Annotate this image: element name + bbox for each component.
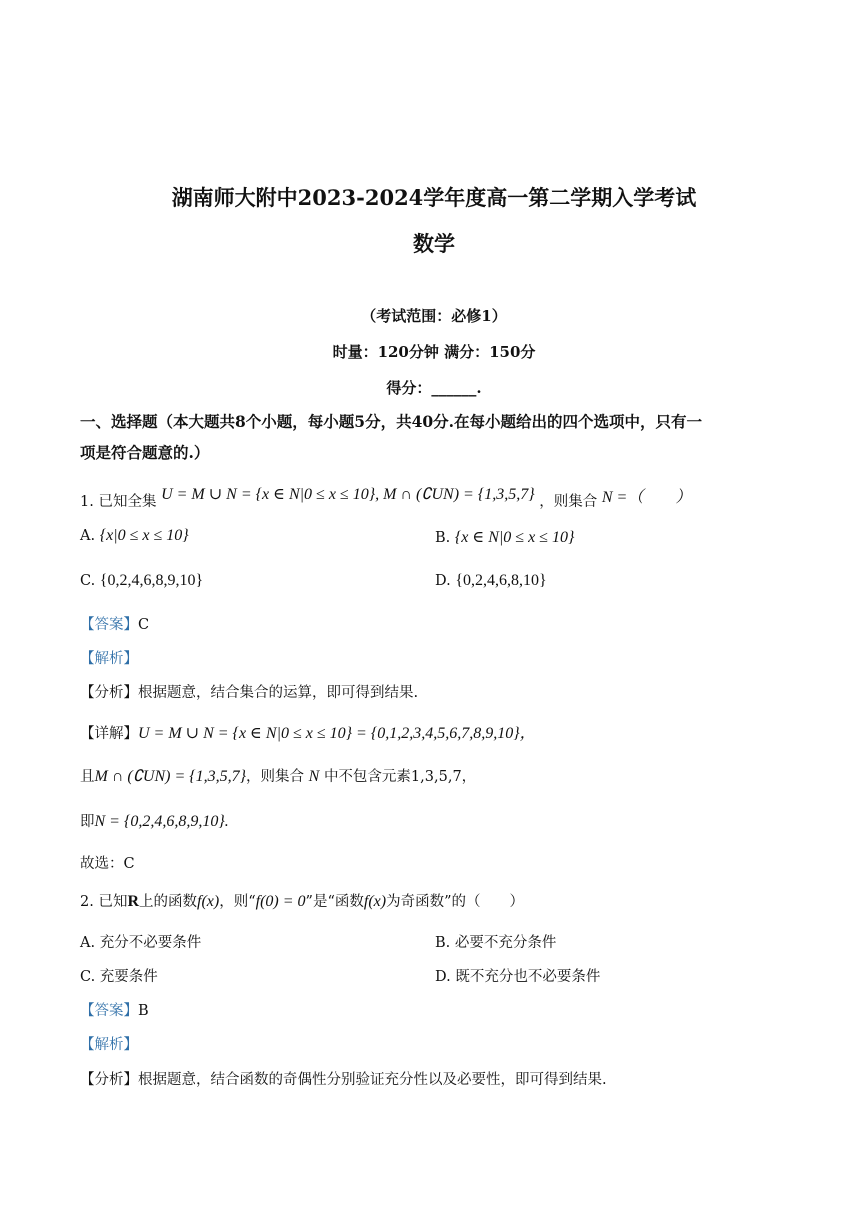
q1-stem xyxy=(80,488,691,511)
q2-fenxi-text: 根据题意，结合函数的奇偶性分别验证充分性以及必要性，即可得到结果. xyxy=(138,1072,607,1088)
q1-prefix: 1. 已知全集 xyxy=(80,494,157,510)
q1-answer-value: C xyxy=(138,617,150,633)
q1-detail2-suffix: 中不包含元素1,3,5,7， xyxy=(323,769,477,785)
q1-detail-tag: 【详解】 xyxy=(80,726,138,742)
q2-mid2: ，则“ xyxy=(219,894,256,910)
score-line: 得分：______. xyxy=(386,379,482,397)
q1-answer xyxy=(80,613,149,634)
q1-option-a xyxy=(80,527,189,545)
q1-detail1-formula: U = M ∪ N = {x ∈ N|0 ≤ x ≤ 10} = {0,1,2,3,4,5,6,7,8,9,10}， xyxy=(138,725,536,742)
time-and-score: 时量：120分钟 满分：150分 xyxy=(332,343,536,361)
exam-scope: （考试范围：必修1） xyxy=(361,307,507,325)
q1-detail2-formula: M ∩ (∁UN) = {1,3,5,7} xyxy=(94,768,247,785)
q1-option-c-label: C. xyxy=(80,573,96,589)
q2-fenxi-tag: 【分析】 xyxy=(80,1072,138,1088)
q1-detail3-formula: N = {0,2,4,6,8,9,10}. xyxy=(94,813,229,830)
q1-detail-line3 xyxy=(80,810,229,831)
q1-fenxi-text: 根据题意，结合集合的运算，即可得到结果. xyxy=(138,685,419,701)
q1-option-a-value: {x|0 ≤ x ≤ 10} xyxy=(99,527,189,544)
q2-answer-value: B xyxy=(138,1003,149,1019)
q2-fx1: f(x) xyxy=(197,893,220,910)
q2-option-b: B. 必要不充分条件 xyxy=(435,935,557,951)
section-heading-line2: 项是符合题意的.） xyxy=(80,443,210,462)
q1-option-a-label: A. xyxy=(80,528,96,544)
q1-option-b xyxy=(435,527,574,547)
q2-prefix: 2. 已知 xyxy=(80,894,128,910)
q2-mid3: ”是“函数 xyxy=(305,894,364,910)
q1-option-c xyxy=(80,572,203,590)
subject-title: 数学 xyxy=(413,231,455,256)
section-heading-line1: 一、选择题（本大题共8个小题，每小题5分，共40分.在每小题给出的四个选项中，只有一 xyxy=(80,412,703,431)
q1-detail3-prefix: 即 xyxy=(80,814,95,830)
q1-detail2-prefix: 且 xyxy=(80,769,95,785)
q2-analysis-tag: 【解析】 xyxy=(80,1037,138,1053)
q1-ask: N =（ ） xyxy=(601,489,692,506)
q1-formula: U = M ∪ N = {x ∈ N|0 ≤ x ≤ 10}, M ∩ (∁UN) = {1,3,5,7} xyxy=(161,486,535,503)
q2-option-a: A. 充分不必要条件 xyxy=(80,935,202,951)
q1-option-d-label: D. xyxy=(435,573,451,589)
q2-suffix: 为奇函数”的（ ） xyxy=(386,894,524,910)
q1-option-b-label: B. xyxy=(435,530,451,546)
q1-fenxi-tag: 【分析】 xyxy=(80,685,138,701)
q2-mid1: 上的函数 xyxy=(139,894,198,910)
q1-detail-line2 xyxy=(80,765,476,786)
q1-conclusion: 故选：C xyxy=(80,856,135,872)
q1-suffix: ，则集合 xyxy=(539,494,598,510)
q1-option-c-value: {0,2,4,6,8,9,10} xyxy=(99,572,204,589)
q2-option-d: D. 既不充分也不必要条件 xyxy=(435,969,601,985)
q2-fx2: f(x) xyxy=(363,893,387,910)
q2-option-c: C. 充要条件 xyxy=(80,969,158,985)
q1-option-d-value: {0,2,4,6,8,10} xyxy=(455,572,547,589)
q1-detail2-n: N xyxy=(308,768,320,785)
q1-detail2-mid: ，则集合 xyxy=(246,769,305,785)
q1-analysis-tag: 【解析】 xyxy=(80,651,138,667)
q2-answer-tag: 【答案】 xyxy=(80,1003,138,1019)
q1-detail-line1 xyxy=(80,720,536,743)
q2-stem xyxy=(80,890,524,911)
q2-real-set: R xyxy=(127,893,140,910)
exam-title: 湖南师大附中2023-2024学年度高一第二学期入学考试 xyxy=(171,185,697,210)
q1-option-d xyxy=(435,572,547,590)
q2-fenxi xyxy=(80,1068,607,1089)
q2-answer xyxy=(80,999,149,1020)
q1-fenxi xyxy=(80,681,418,702)
q1-option-b-value: {x ∈ N|0 ≤ x ≤ 10} xyxy=(454,529,575,546)
q2-condition: f(0) = 0 xyxy=(255,893,306,910)
q1-answer-tag: 【答案】 xyxy=(80,617,138,633)
